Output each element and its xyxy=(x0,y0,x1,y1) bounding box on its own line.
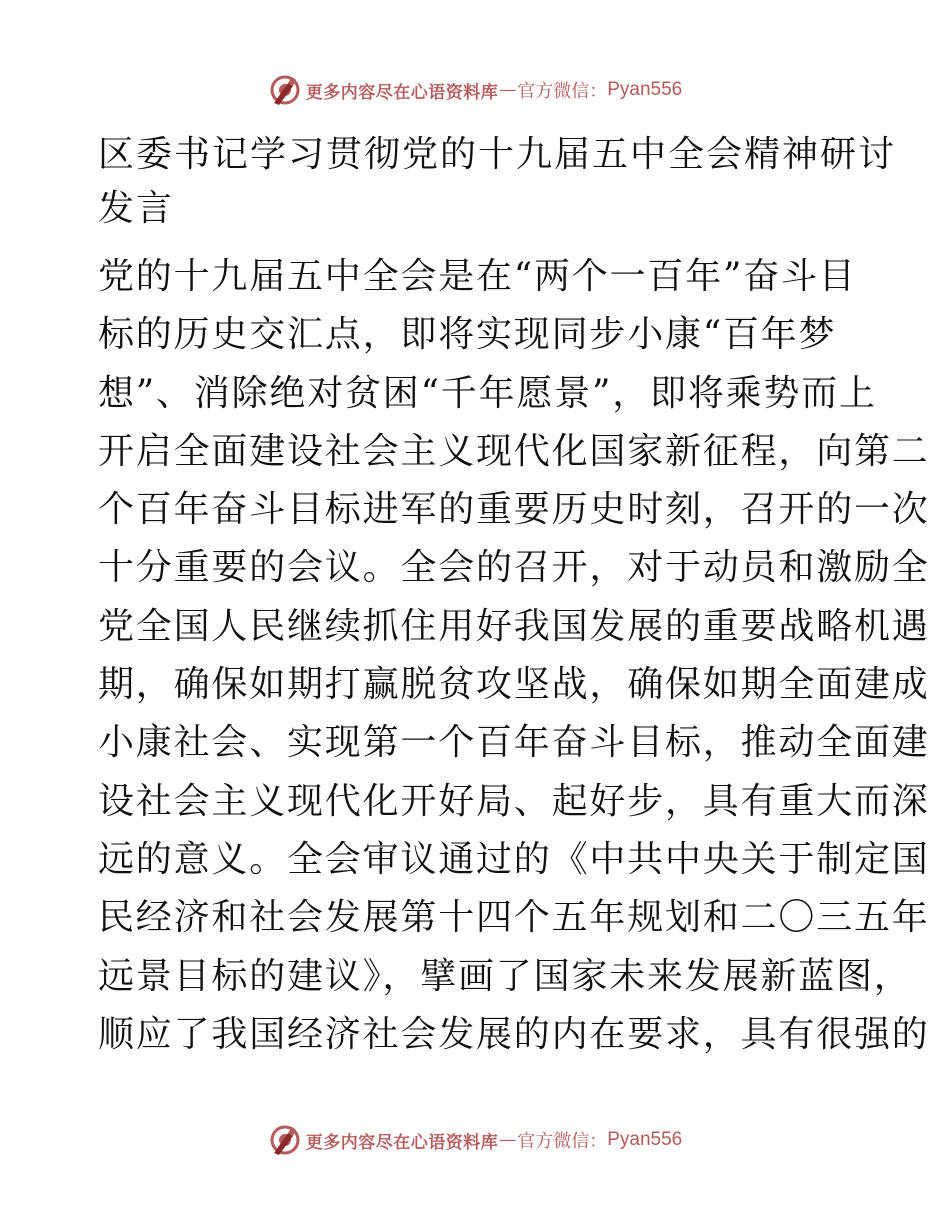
header-watermark xyxy=(0,72,950,108)
watermark-wechat-id: Pyan556 xyxy=(607,1129,683,1150)
paragraph-line: 远的意义。全会审议通过的《中共中央关于制定国 xyxy=(98,838,930,880)
pen-logo-icon xyxy=(268,73,302,107)
watermark-site-text: 更多内容尽在心语资料库 xyxy=(305,1132,499,1153)
watermark-separator: — xyxy=(499,1130,517,1150)
paragraph-line: 党全国人民继续抓住用好我国发展的重要战略机遇 xyxy=(98,605,930,647)
pen-logo-icon xyxy=(268,1123,302,1157)
paragraph-line: 民经济和社会发展第十四个五年规划和二〇三五年 xyxy=(98,897,930,939)
paragraph-line: 小康社会、实现第一个百年奋斗目标，推动全面建 xyxy=(98,722,930,764)
watermark-wechat-label: 官方微信： xyxy=(517,1131,608,1152)
title-line: 区委书记学习贯彻党的十九届五中全会精神研讨 xyxy=(98,134,897,175)
watermark-site-text: 更多内容尽在心语资料库 xyxy=(305,82,499,103)
watermark-separator: — xyxy=(499,80,517,100)
paragraph-line: 顺应了我国经济社会发展的内在要求，具有很强的 xyxy=(98,1013,930,1055)
document-paragraph xyxy=(98,248,930,1064)
paragraph-line: 个百年奋斗目标进军的重要历史时刻，召开的一次 xyxy=(98,489,930,531)
paragraph-line: 开启全面建设社会主义现代化国家新征程，向第二 xyxy=(98,430,930,472)
footer-watermark xyxy=(0,1122,950,1158)
paragraph-line: 期，确保如期打赢脱贫攻坚战，确保如期全面建成 xyxy=(98,664,930,706)
paragraph-line: 十分重要的会议。全会的召开，对于动员和激励全 xyxy=(98,547,930,589)
paragraph-line: 党的十九届五中全会是在“两个一百年”奋斗目 xyxy=(98,256,857,297)
document-title xyxy=(98,128,897,236)
paragraph-line: 标的历史交汇点，即将实现同步小康“百年梦 xyxy=(98,314,837,356)
paragraph-line: 远景目标的建议》，擘画了国家未来发展新蓝图， xyxy=(98,955,912,997)
paragraph-line: 设社会主义现代化开好局、起好步，具有重大而深 xyxy=(98,780,930,822)
watermark-wechat-label: 官方微信： xyxy=(517,81,608,102)
paragraph-line: 想”、消除绝对贫困“千年愿景”，即将乘势而上 xyxy=(98,372,877,414)
watermark-wechat-id: Pyan556 xyxy=(607,79,683,100)
title-line: 发言 xyxy=(98,188,175,229)
